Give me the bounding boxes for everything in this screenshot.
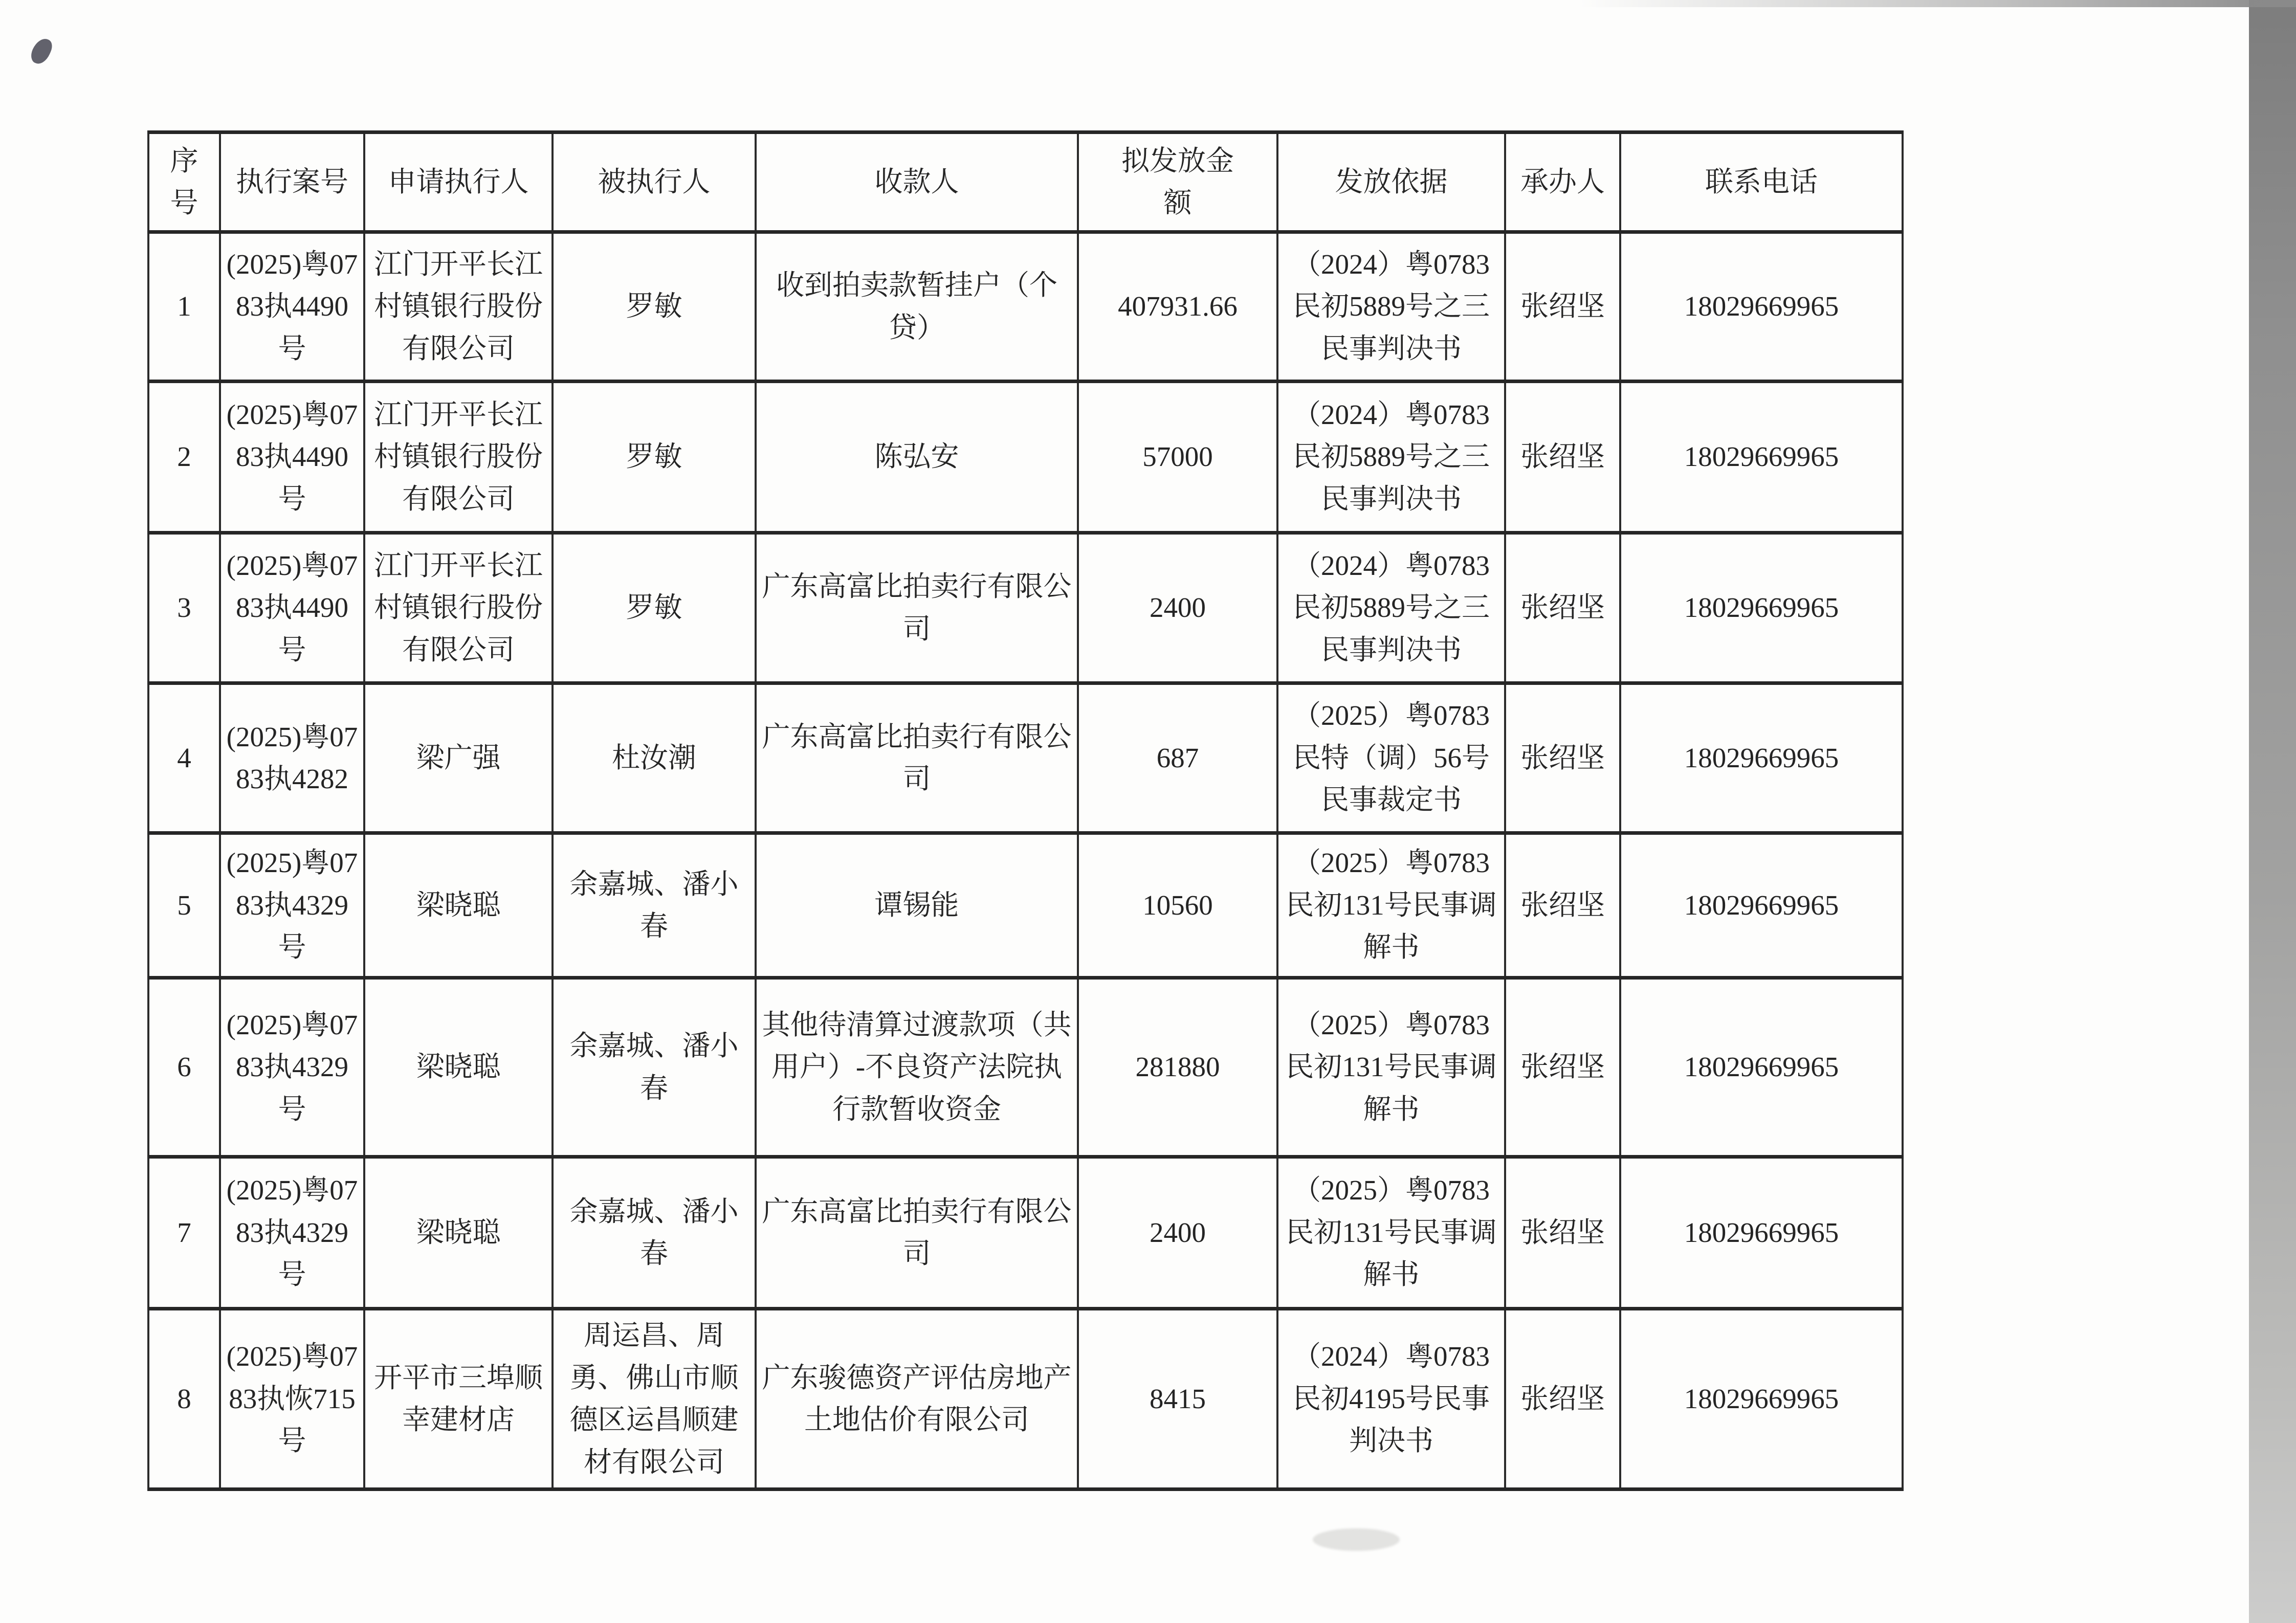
cell-index: 1 (148, 232, 220, 382)
scan-smudge (1313, 1528, 1400, 1551)
table-row (148, 683, 1903, 833)
cell-phone: 18029669965 (1620, 683, 1903, 833)
cell-applicant: 江门开平长江村镇银行股份有限公司 (364, 533, 553, 683)
cell-handler: 张绍坚 (1505, 978, 1620, 1157)
column-header-amount: 拟发放金额 (1078, 132, 1277, 232)
cell-case-number: (2025)粤0783执4282 (220, 683, 364, 833)
table-row (148, 533, 1903, 683)
cell-payee: 收到拍卖款暂挂户（个贷） (756, 232, 1078, 382)
cell-basis: （2025）粤0783民初131号民事调解书 (1277, 978, 1505, 1157)
cell-amount: 281880 (1078, 978, 1277, 1157)
table-row (148, 1157, 1903, 1309)
cell-phone: 18029669965 (1620, 978, 1903, 1157)
cell-basis: （2024）粤0783民初4195号民事判决书 (1277, 1309, 1505, 1489)
cell-respondent: 罗敏 (553, 382, 756, 533)
cell-case-number: (2025)粤0783执4329号 (220, 1157, 364, 1309)
cell-respondent: 周运昌、周勇、佛山市顺德区运昌顺建材有限公司 (553, 1309, 756, 1489)
cell-amount: 2400 (1078, 533, 1277, 683)
cell-case-number: (2025)粤0783执恢715号 (220, 1309, 364, 1489)
cell-phone: 18029669965 (1620, 1157, 1903, 1309)
cell-basis: （2024）粤0783民初5889号之三民事判决书 (1277, 533, 1505, 683)
table-row (148, 382, 1903, 533)
cell-index: 6 (148, 978, 220, 1157)
cell-phone: 18029669965 (1620, 382, 1903, 533)
cell-amount: 687 (1078, 683, 1277, 833)
cell-basis: （2025）粤0783民初131号民事调解书 (1277, 833, 1505, 978)
cell-handler: 张绍坚 (1505, 533, 1620, 683)
cell-phone: 18029669965 (1620, 833, 1903, 978)
cell-respondent: 余嘉城、潘小春 (553, 978, 756, 1157)
cell-amount: 10560 (1078, 833, 1277, 978)
cell-payee: 广东高富比拍卖行有限公司 (756, 1157, 1078, 1309)
cell-payee: 陈弘安 (756, 382, 1078, 533)
ink-mark (28, 35, 55, 66)
cell-phone: 18029669965 (1620, 1309, 1903, 1489)
cell-amount: 8415 (1078, 1309, 1277, 1489)
column-header-applicant: 申请执行人 (364, 132, 553, 232)
cell-phone: 18029669965 (1620, 232, 1903, 382)
cell-payee: 广东高富比拍卖行有限公司 (756, 683, 1078, 833)
column-header-handler: 承办人 (1505, 132, 1620, 232)
cell-applicant: 梁晓聪 (364, 978, 553, 1157)
cell-basis: （2025）粤0783民初131号民事调解书 (1277, 1157, 1505, 1309)
table-row (148, 978, 1903, 1157)
cell-amount: 2400 (1078, 1157, 1277, 1309)
cell-payee: 广东高富比拍卖行有限公司 (756, 533, 1078, 683)
cell-basis: （2025）粤0783民特（调）56号民事裁定书 (1277, 683, 1505, 833)
cell-respondent: 余嘉城、潘小春 (553, 1157, 756, 1309)
column-header-index: 序号 (148, 132, 220, 232)
column-header-respondent: 被执行人 (553, 132, 756, 232)
table-row (148, 1309, 1903, 1489)
cell-index: 8 (148, 1309, 220, 1489)
cell-payee: 谭锡能 (756, 833, 1078, 978)
cell-basis: （2024）粤0783民初5889号之三民事判决书 (1277, 232, 1505, 382)
cell-handler: 张绍坚 (1505, 683, 1620, 833)
cell-respondent: 余嘉城、潘小春 (553, 833, 756, 978)
table-header-row (148, 132, 1903, 232)
cell-respondent: 罗敏 (553, 533, 756, 683)
cell-phone: 18029669965 (1620, 533, 1903, 683)
cell-index: 5 (148, 833, 220, 978)
cell-amount: 407931.66 (1078, 232, 1277, 382)
cell-respondent: 罗敏 (553, 232, 756, 382)
column-header-basis: 发放依据 (1277, 132, 1505, 232)
cell-applicant: 梁晓聪 (364, 1157, 553, 1309)
cell-index: 4 (148, 683, 220, 833)
cell-respondent: 杜汝潮 (553, 683, 756, 833)
cell-index: 2 (148, 382, 220, 533)
cell-handler: 张绍坚 (1505, 382, 1620, 533)
column-header-phone: 联系电话 (1620, 132, 1903, 232)
cell-index: 3 (148, 533, 220, 683)
cell-case-number: (2025)粤0783执4490号 (220, 533, 364, 683)
cell-applicant: 梁晓聪 (364, 833, 553, 978)
cell-index: 7 (148, 1157, 220, 1309)
table-row (148, 232, 1903, 382)
column-header-case-number: 执行案号 (220, 132, 364, 232)
cell-basis: （2024）粤0783民初5889号之三民事判决书 (1277, 382, 1505, 533)
cell-payee: 广东骏德资产评估房地产土地估价有限公司 (756, 1309, 1078, 1489)
cell-case-number: (2025)粤0783执4490号 (220, 232, 364, 382)
cell-handler: 张绍坚 (1505, 1157, 1620, 1309)
cell-applicant: 开平市三埠顺幸建材店 (364, 1309, 553, 1489)
cell-applicant: 江门开平长江村镇银行股份有限公司 (364, 232, 553, 382)
scanner-edge-shadow (2249, 0, 2296, 1623)
cell-applicant: 梁广强 (364, 683, 553, 833)
cell-case-number: (2025)粤0783执4329号 (220, 833, 364, 978)
table-row (148, 833, 1903, 978)
payment-disbursement-table (147, 130, 1904, 1491)
cell-handler: 张绍坚 (1505, 1309, 1620, 1489)
scanner-top-edge-shadow (1580, 0, 2296, 7)
cell-case-number: (2025)粤0783执4329号 (220, 978, 364, 1157)
cell-handler: 张绍坚 (1505, 232, 1620, 382)
cell-applicant: 江门开平长江村镇银行股份有限公司 (364, 382, 553, 533)
cell-payee: 其他待清算过渡款项（共用户）-不良资产法院执行款暂收资金 (756, 978, 1078, 1157)
cell-case-number: (2025)粤0783执4490号 (220, 382, 364, 533)
column-header-payee: 收款人 (756, 132, 1078, 232)
cell-handler: 张绍坚 (1505, 833, 1620, 978)
cell-amount: 57000 (1078, 382, 1277, 533)
